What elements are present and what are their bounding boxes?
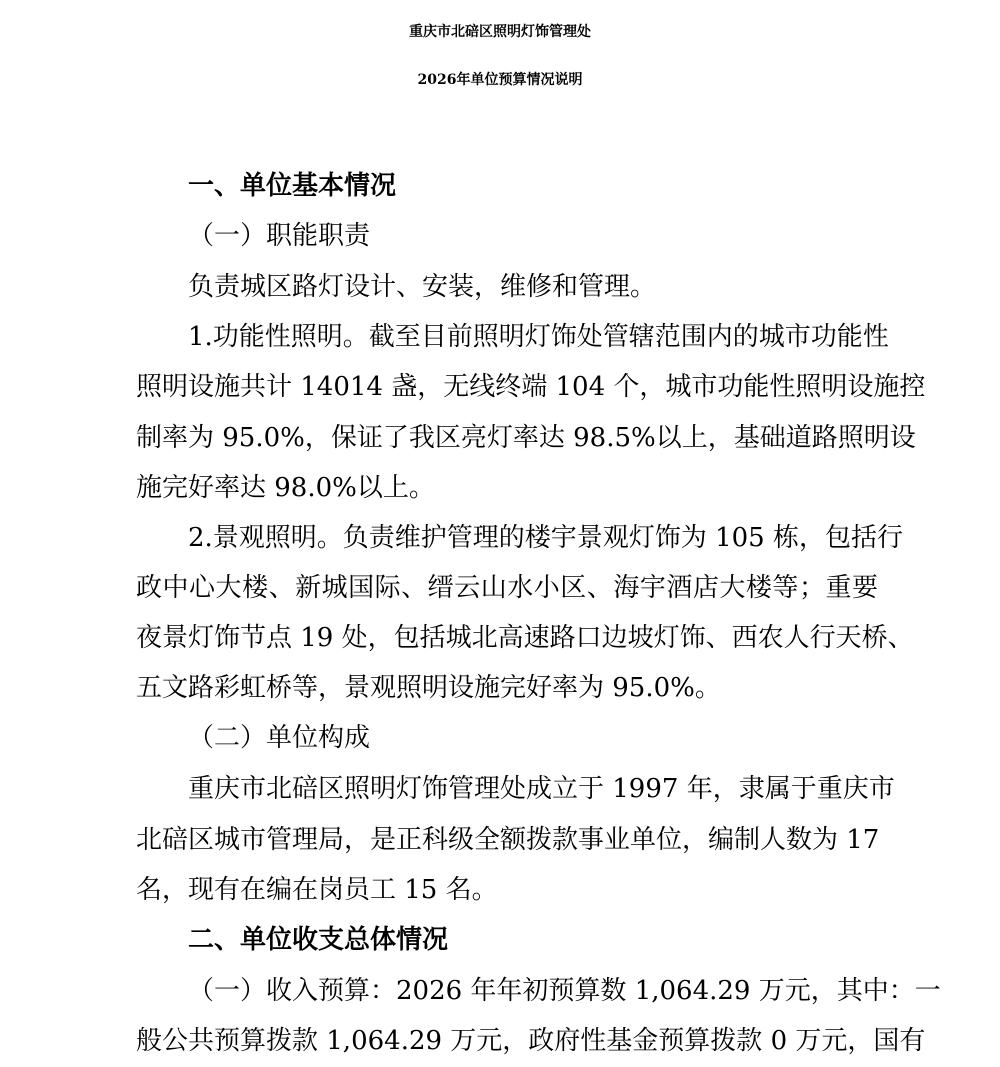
paragraph-line: 重庆市北碚区照明灯饰管理处成立于 1997 年，隶属于重庆市 [188, 774, 895, 804]
paragraph-line: 北碚区城市管理局，是正科级全额拨款事业单位，编制人数为 17 [136, 825, 880, 855]
paragraph-line: 五文路彩虹桥等，景观照明设施完好率为 95.0%。 [136, 673, 721, 703]
document-title-line-1: 重庆市北碚区照明灯饰管理处 [409, 24, 591, 40]
document-title-line-2: 2026年单位预算情况说明 [417, 72, 583, 88]
section-heading-budget-overview: 二、单位收支总体情况 [188, 925, 449, 955]
paragraph-line: 名，现有在编在岗员工 15 名。 [136, 875, 498, 905]
subsection-heading-composition: （二）单位构成 [188, 723, 371, 753]
paragraph-line: 制率为 95.0%，保证了我区亮灯率达 98.5%以上，基础道路照明设 [136, 423, 916, 453]
paragraph-line: （一）收入预算：2026 年年初预算数 1,064.29 万元，其中：一 [188, 976, 941, 1006]
paragraph-line: 2.景观照明。负责维护管理的楼宇景观灯饰为 105 栋，包括行 [188, 523, 903, 553]
paragraph-line: 照明设施共计 14014 盏，无线终端 104 个，城市功能性照明设施控 [136, 372, 926, 402]
paragraph-line: 负责城区路灯设计、安装，维修和管理。 [188, 272, 657, 302]
paragraph-line: 政中心大楼、新城国际、缙云山水小区、海宇酒店大楼等；重要 [136, 573, 878, 603]
paragraph-line: 1.功能性照明。截至目前照明灯饰处管辖范围内的城市功能性 [188, 322, 889, 352]
paragraph-line: 施完好率达 98.0%以上。 [136, 473, 435, 503]
subsection-heading-duties: （一）职能职责 [188, 221, 371, 251]
paragraph-line: 般公共预算拨款 1,064.29 万元，政府性基金预算拨款 0 万元，国有 [136, 1026, 926, 1056]
section-heading-basic-info: 一、单位基本情况 [188, 171, 397, 201]
paragraph-line: 夜景灯饰节点 19 处，包括城北高速路口边坡灯饰、西农人行天桥、 [136, 623, 914, 653]
